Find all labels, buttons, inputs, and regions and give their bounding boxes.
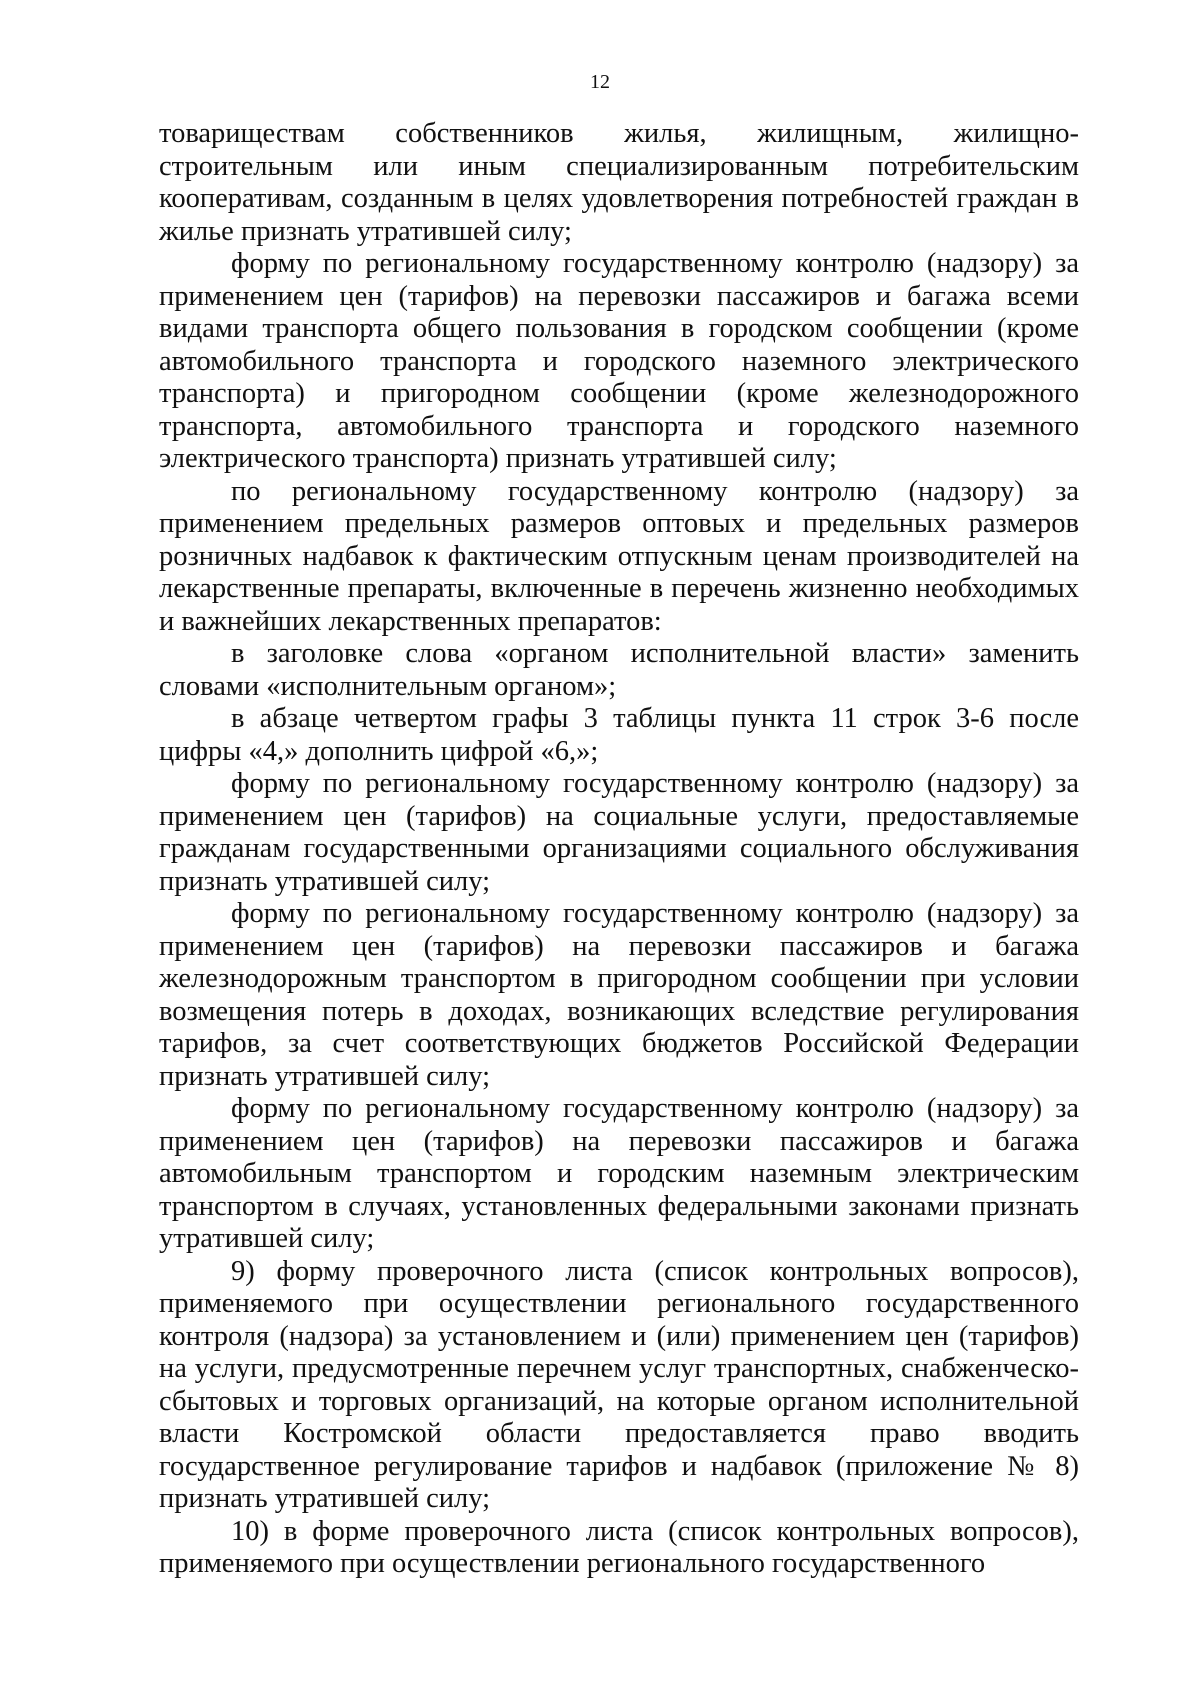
paragraph: в заголовке слова «органом исполнительной власти» заменить словами «исполнительным органом»;: [159, 638, 1079, 702]
paragraph: форму по региональному государственному контролю (надзору) за применением цен (тарифов) на социальные услуги, предоставляемые гражданам государственными организациями социального обслуживания признать утратившей силу;: [159, 768, 1079, 897]
paragraph: в абзаце четвертом графы 3 таблицы пункта 11 строк 3-6 после цифры «4,» дополнить цифрой «6,»;: [159, 703, 1079, 767]
paragraph-item-9: 9) форму проверочного листа (список контрольных вопросов), применяемого при осуществлении регионального государственного контроля (надзора) за установлением и (или) применением цен (тарифов) на услуги, предусмотренные перечнем услуг транспортных, снабженческо-сбытовых и торговых организаций, на которые органом исполнительной власти Костромской области предоставляется право вводить государственное регулирование тарифов и надбавок (приложение № 8) признать утратившей силу;: [159, 1255, 1079, 1514]
paragraph: по региональному государственному контролю (надзору) за применением предельных размеров оптовых и предельных размеров розничных надбавок к фактическим отпускным ценам производителей на лекарственные препараты, включенные в перечень жизненно необходимых и важнейших лекарственных препаратов:: [159, 475, 1079, 637]
page-number: 12: [590, 71, 610, 93]
paragraph: форму по региональному государственному контролю (надзору) за применением цен (тарифов) на перевозки пассажиров и багажа железнодорожным транспортом в пригородном сообщении при условии возмещения потерь в доходах, возникающих вследствие регулирования тарифов, за счет соответствующих бюджетов Российской Федерации признать утратившей силу;: [159, 898, 1079, 1092]
paragraph: форму по региональному государственному контролю (надзору) за применением цен (тарифов) на перевозки пассажиров и багажа автомобильным транспортом и городским наземным электрическим транспортом в случаях, установленных федеральными законами признать утратившей силу;: [159, 1093, 1079, 1254]
paragraph-continuation: товариществам собственников жилья, жилищным, жилищно-строительным или иным специализированным потребительским кооперативам, созданным в целях удовлетворения потребностей граждан в жилье признать утратившей силу;: [159, 118, 1079, 247]
paragraph-item-10: 10) в форме проверочного листа (список контрольных вопросов), применяемого при осуществлении регионального государственного: [159, 1515, 1079, 1579]
paragraph: форму по региональному государственному контролю (надзору) за применением цен (тарифов) на перевозки пассажиров и багажа всеми видами транспорта общего пользования в городском сообщении (кроме автомобильного транспорта и городского наземного электрического транспорта) и пригородном сообщении (кроме железнодорожного транспорта, автомобильного транспорта и городского наземного электрического транспорта) признать утратившей силу;: [159, 248, 1079, 474]
document-body: [159, 118, 1079, 1581]
